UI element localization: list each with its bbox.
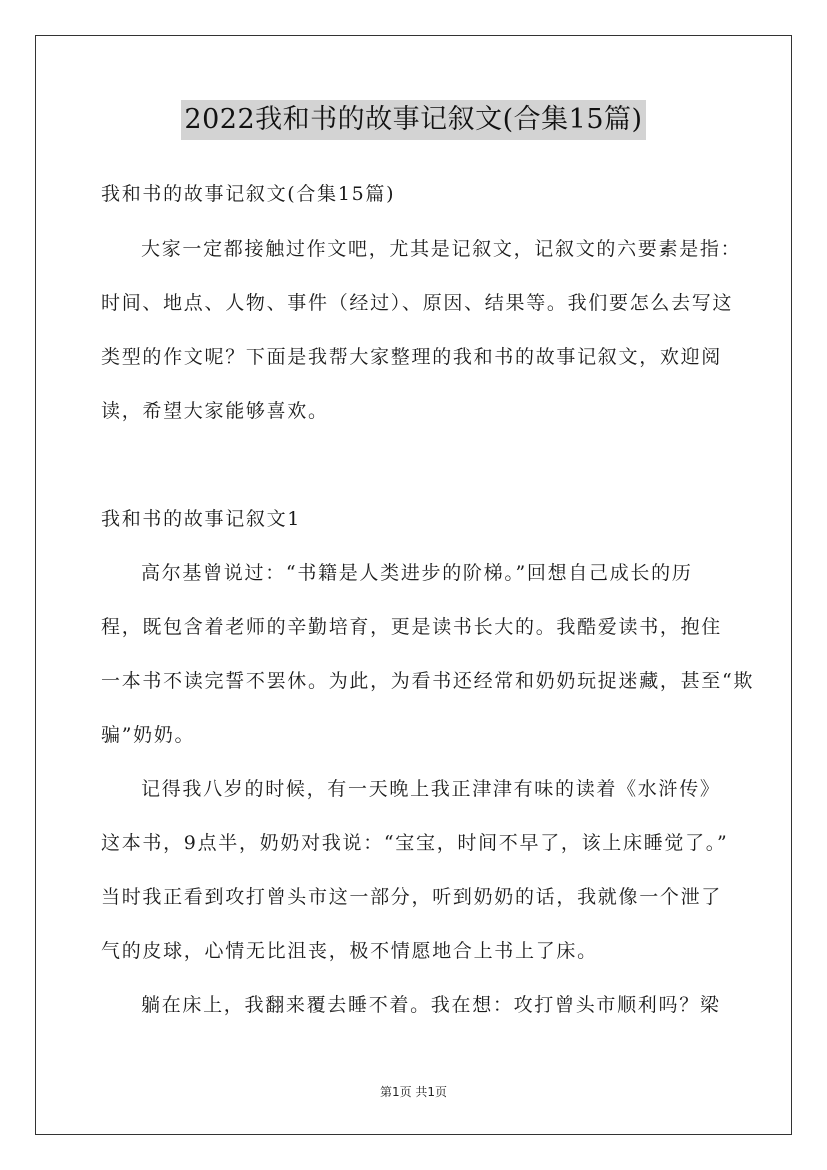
paragraph-line: 程，既包含着老师的辛勤培育，更是读书长大的。我酷爱读书，抱住 [101,616,723,638]
paragraph-line: 气的皮球，心情无比沮丧，极不情愿地合上书上了床。 [101,940,598,962]
paragraph-line: 这本书，9点半，奶奶对我说：“宝宝，时间不早了，该上床睡觉了。” [101,832,729,854]
section-heading: 我和书的故事记叙文1 [101,508,302,530]
page-footer: 第1页 共1页 [379,1085,448,1099]
paragraph-line: 当时我正看到攻打曾头市这一部分，听到奶奶的话，我就像一个泄了 [101,886,723,908]
paragraph-line: 高尔基曾说过：“书籍是人类进步的阶梯。”回想自己成长的历 [141,562,693,584]
paragraph-line: 躺在床上，我翻来覆去睡不着。我在想：攻打曾头市顺利吗？梁 [141,994,721,1016]
intro-line: 大家一定都接触过作文吧，尤其是记叙文，记叙文的六要素是指： [141,238,742,260]
document-title: 2022我和书的故事记叙文(合集15篇) [181,100,645,140]
paragraph-line: 记得我八岁的时候，有一天晚上我正津津有味的读着《水浒传》 [141,778,721,800]
intro-line: 类型的作文呢？下面是我帮大家整理的我和书的故事记叙文，欢迎阅 [101,346,723,368]
intro-line: 读，希望大家能够喜欢。 [101,400,329,422]
paragraph-line: 骗”奶奶。 [101,724,196,746]
paragraph-line: 一本书不读完誓不罢休。为此，为看书还经常和奶奶玩捉迷藏，甚至“欺 [101,670,755,692]
document-subtitle: 我和书的故事记叙文(合集15篇) [101,183,396,205]
intro-line: 时间、地点、人物、事件（经过）、原因、结果等。我们要怎么去写这 [101,292,734,314]
title-container [0,100,827,140]
